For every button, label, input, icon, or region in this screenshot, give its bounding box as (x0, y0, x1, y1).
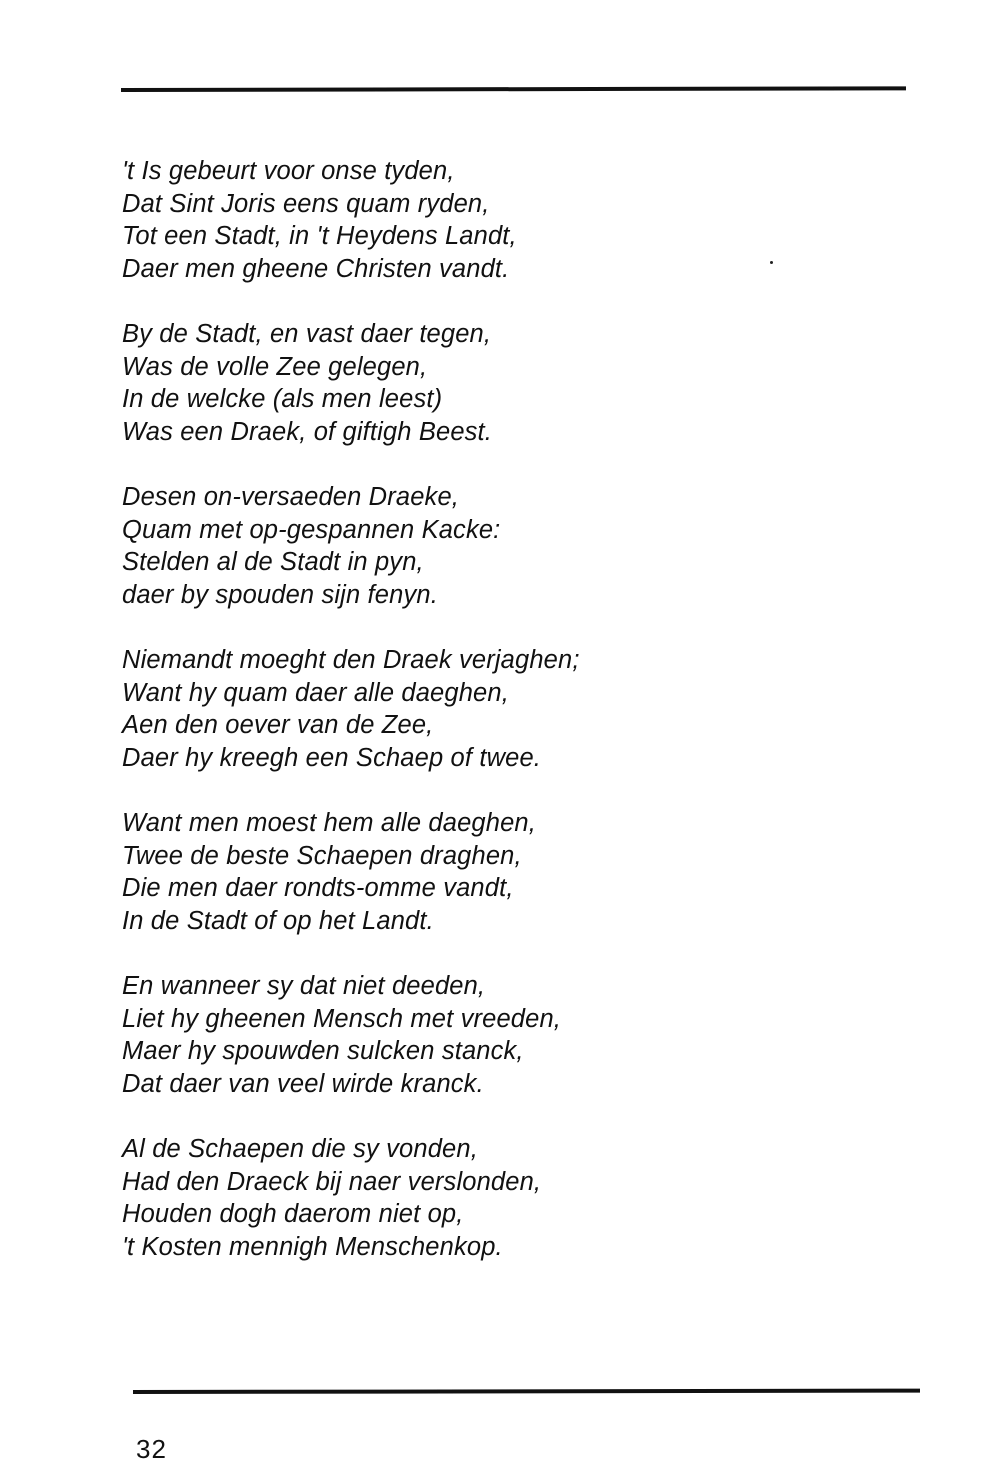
poem-line: Aen den oever van de Zee, (122, 711, 434, 739)
poem-line: In de welcke (als men leest) (122, 385, 443, 413)
stanza-7 (122, 1133, 822, 1263)
poem-line: Had den Draeck bij naer verslonden, (122, 1167, 542, 1196)
poem-line: Houden dogh daerom niet op, (122, 1200, 464, 1228)
poem-line: Stelden al de Stadt in pyn, (122, 548, 424, 576)
stanza-6 (122, 970, 822, 1100)
scan-speck (770, 261, 773, 264)
poem-line: En wanneer sy dat niet deeden, (122, 972, 486, 1000)
poem-line: Maer hy spouwden sulcken stanck, (122, 1037, 524, 1065)
poem-line: Dat Sint Joris eens quam ryden, (122, 189, 490, 218)
poem-line: In de Stadt of op het Landt. (122, 906, 434, 935)
poem-line: Liet hy gheenen Mensch met vreeden, (122, 1004, 562, 1033)
poem-line: daer by spouden sijn fenyn. (122, 580, 438, 609)
poem-line: Dat daer van veel wirde kranck. (122, 1069, 484, 1098)
poem-line: Was de volle Zee gelegen, (122, 352, 428, 381)
poem-line: Want hy quam daer alle daeghen, (122, 678, 509, 707)
poem-line: Want men moest hem alle daeghen, (122, 809, 536, 837)
poem-line: Daer men gheene Christen vandt. (122, 254, 510, 283)
stanza-5 (122, 807, 822, 937)
poem-line: Die men daer rondts-omme vandt, (122, 874, 514, 902)
poem-line: Al de Schaepen die sy vonden, (122, 1135, 478, 1163)
poem-line: 't Kosten mennigh Menschenkop. (122, 1232, 503, 1261)
poem-line: 't Is gebeurt voor onse tyden, (122, 157, 455, 185)
poem-line: Daer hy kreegh een Schaep of twee. (122, 743, 542, 772)
poem-line: Was een Draek, of giftigh Beest. (122, 417, 493, 446)
poem-line: Twee de beste Schaepen draghen, (122, 841, 522, 870)
top-rule (121, 86, 906, 92)
bottom-rule (133, 1389, 920, 1394)
stanza-4 (122, 644, 822, 774)
stanza-1 (122, 155, 822, 285)
page-number: 32 (136, 1434, 167, 1464)
poem-line: Desen on-versaeden Draeke, (122, 483, 460, 511)
stanza-3 (122, 481, 822, 611)
poem (122, 155, 822, 1296)
poem-line: By de Stadt, en vast daer tegen, (122, 320, 492, 348)
poem-line: Tot een Stadt, in 't Heydens Landt, (122, 222, 517, 250)
stanza-2 (122, 318, 822, 448)
poem-line: Niemandt moeght den Draek verjaghen; (122, 646, 580, 674)
poem-line: Quam met op-gespannen Kacke: (122, 515, 501, 544)
